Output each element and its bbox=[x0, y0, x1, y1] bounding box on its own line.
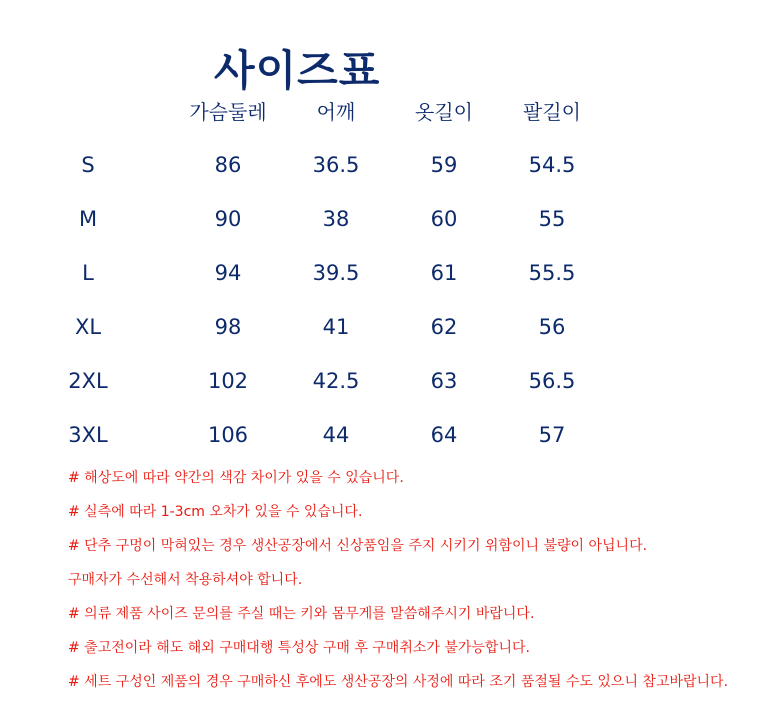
header-shoulder: 어깨 bbox=[316, 100, 356, 124]
size-label: L bbox=[82, 261, 94, 285]
size-label: M bbox=[78, 207, 98, 231]
shoulder-value: 44 bbox=[322, 423, 350, 447]
page-title: 사이즈표 bbox=[214, 46, 381, 96]
length-value: 59 bbox=[430, 153, 458, 177]
note-item: # 단추 구멍이 막혀있는 경우 생산공장에서 신상품임을 주지 시키기 위함이니 불량이 아닙니다. bbox=[68, 538, 648, 554]
sleeve-value: 56.5 bbox=[528, 369, 576, 393]
chest-value: 86 bbox=[214, 153, 242, 177]
sleeve-value: 56 bbox=[538, 315, 566, 339]
size-label: 2XL bbox=[68, 369, 108, 393]
sleeve-value: 55 bbox=[538, 207, 566, 231]
chest-value: 90 bbox=[214, 207, 242, 231]
note-item: 구매자가 수선해서 착용하셔야 합니다. bbox=[68, 572, 303, 588]
shoulder-value: 41 bbox=[322, 315, 350, 339]
length-value: 64 bbox=[430, 423, 458, 447]
length-value: 61 bbox=[430, 261, 458, 285]
length-value: 62 bbox=[430, 315, 458, 339]
shoulder-value: 39.5 bbox=[312, 261, 360, 285]
note-item: # 세트 구성인 제품의 경우 구매하신 후에도 생산공장의 사정에 따라 조기 품절될 수도 있으니 참고바랍니다. bbox=[68, 674, 729, 690]
shoulder-value: 38 bbox=[322, 207, 350, 231]
sleeve-value: 57 bbox=[538, 423, 566, 447]
chest-value: 102 bbox=[207, 369, 249, 393]
chest-value: 98 bbox=[214, 315, 242, 339]
header-sleeve: 팔길이 bbox=[523, 100, 581, 124]
size-label: XL bbox=[74, 315, 102, 339]
chest-value: 106 bbox=[207, 423, 249, 447]
note-item: # 출고전이라 해도 해외 구매대행 특성상 구매 후 구매취소가 불가능합니다. bbox=[68, 640, 530, 656]
note-item: # 실측에 따라 1-3cm 오차가 있을 수 있습니다. bbox=[68, 504, 363, 520]
note-item: # 해상도에 따라 약간의 색감 차이가 있을 수 있습니다. bbox=[68, 470, 404, 486]
size-label: 3XL bbox=[68, 423, 108, 447]
length-value: 63 bbox=[430, 369, 458, 393]
sleeve-value: 55.5 bbox=[528, 261, 576, 285]
chest-value: 94 bbox=[214, 261, 242, 285]
header-length: 옷길이 bbox=[415, 100, 473, 124]
note-item: # 의류 제품 사이즈 문의를 주실 때는 키와 몸무게를 말씀해주시기 바랍니다. bbox=[68, 606, 535, 622]
notes-list bbox=[68, 468, 763, 706]
length-value: 60 bbox=[430, 207, 458, 231]
size-label: S bbox=[81, 153, 95, 177]
shoulder-value: 36.5 bbox=[312, 153, 360, 177]
sleeve-value: 54.5 bbox=[528, 153, 576, 177]
shoulder-value: 42.5 bbox=[312, 369, 360, 393]
header-chest: 가슴둘레 bbox=[189, 100, 267, 124]
